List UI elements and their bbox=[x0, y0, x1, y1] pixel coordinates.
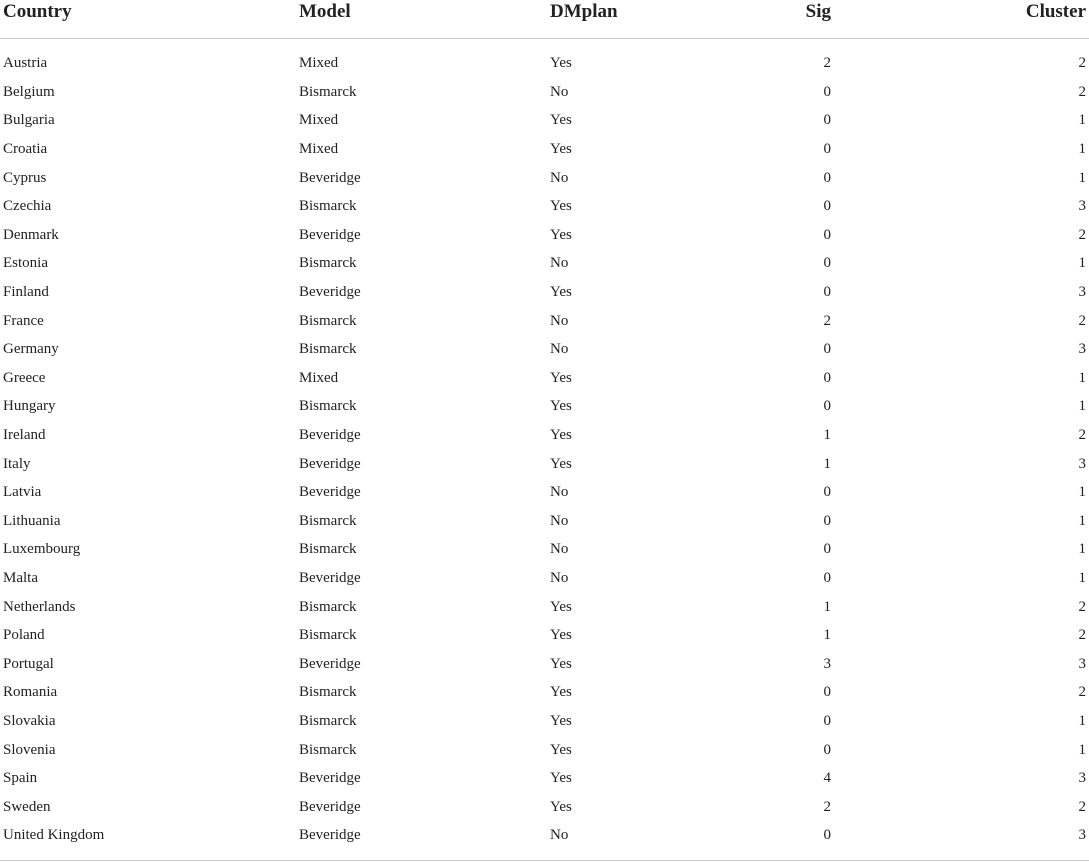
cell-sig: 2 bbox=[823, 55, 831, 72]
cell-country: Portugal bbox=[3, 655, 54, 672]
cell-dmplan: Yes bbox=[550, 627, 572, 644]
table-row bbox=[0, 507, 1089, 536]
cell-sig: 0 bbox=[823, 684, 831, 701]
table-row bbox=[0, 535, 1089, 564]
cell-sig: 1 bbox=[823, 627, 831, 644]
cell-dmplan: Yes bbox=[550, 112, 572, 129]
cell-dmplan: Yes bbox=[550, 798, 572, 815]
cell-dmplan: Yes bbox=[550, 198, 572, 215]
cell-sig: 4 bbox=[823, 770, 831, 787]
cell-country: Finland bbox=[3, 284, 49, 301]
table-row bbox=[0, 135, 1089, 164]
cell-dmplan: Yes bbox=[550, 398, 572, 415]
cell-model: Beveridge bbox=[299, 455, 361, 472]
cell-cluster: 3 bbox=[1078, 341, 1086, 358]
cell-model: Bismarck bbox=[299, 684, 357, 701]
cell-country: Malta bbox=[3, 569, 38, 586]
cell-model: Bismarck bbox=[299, 198, 357, 215]
table-row bbox=[0, 821, 1089, 856]
cell-dmplan: No bbox=[550, 541, 569, 558]
cell-sig: 1 bbox=[823, 598, 831, 615]
table-row bbox=[0, 106, 1089, 135]
cell-sig: 0 bbox=[823, 541, 831, 558]
header-row bbox=[0, 0, 1089, 39]
cell-sig: 0 bbox=[823, 341, 831, 358]
cell-model: Bismarck bbox=[299, 312, 357, 329]
cell-dmplan: Yes bbox=[550, 55, 572, 72]
cell-country: Spain bbox=[3, 770, 38, 787]
cell-dmplan: No bbox=[550, 169, 569, 186]
cell-cluster: 1 bbox=[1078, 484, 1086, 501]
cell-cluster: 2 bbox=[1078, 798, 1086, 815]
cell-model: Bismarck bbox=[299, 341, 357, 358]
cell-sig: 0 bbox=[823, 741, 831, 758]
cell-model: Beveridge bbox=[299, 798, 361, 815]
cell-country: Netherlands bbox=[3, 598, 76, 615]
table-row bbox=[0, 392, 1089, 421]
table-row bbox=[0, 249, 1089, 278]
cell-country: Slovakia bbox=[3, 712, 56, 729]
cell-dmplan: No bbox=[550, 512, 569, 529]
cell-cluster: 2 bbox=[1078, 55, 1086, 72]
cell-cluster: 1 bbox=[1078, 255, 1086, 272]
cell-country: Luxembourg bbox=[3, 541, 81, 558]
cell-cluster: 3 bbox=[1078, 284, 1086, 301]
table-row bbox=[0, 478, 1089, 507]
cell-sig: 0 bbox=[823, 369, 831, 386]
cell-dmplan: Yes bbox=[550, 284, 572, 301]
cell-model: Beveridge bbox=[299, 827, 361, 844]
cell-model: Bismarck bbox=[299, 598, 357, 615]
cell-cluster: 2 bbox=[1078, 684, 1086, 701]
table-row bbox=[0, 592, 1089, 621]
header-cluster: Cluster bbox=[834, 0, 1089, 39]
cell-model: Bismarck bbox=[299, 512, 357, 529]
cell-cluster: 2 bbox=[1078, 83, 1086, 100]
cell-country: Austria bbox=[3, 55, 48, 72]
cell-country: France bbox=[3, 312, 44, 329]
cell-sig: 1 bbox=[823, 455, 831, 472]
cell-model: Mixed bbox=[299, 112, 339, 129]
table-row bbox=[0, 306, 1089, 335]
cell-country: Latvia bbox=[3, 484, 42, 501]
cell-country: Belgium bbox=[3, 83, 55, 100]
cell-sig: 0 bbox=[823, 255, 831, 272]
cell-country: Croatia bbox=[3, 141, 48, 158]
cell-dmplan: Yes bbox=[550, 226, 572, 243]
cell-dmplan: No bbox=[550, 341, 569, 358]
table-row bbox=[0, 792, 1089, 821]
cell-model: Bismarck bbox=[299, 712, 357, 729]
cell-model: Beveridge bbox=[299, 169, 361, 186]
cell-cluster: 3 bbox=[1078, 655, 1086, 672]
cell-sig: 0 bbox=[823, 484, 831, 501]
cell-model: Beveridge bbox=[299, 226, 361, 243]
cell-sig: 0 bbox=[823, 712, 831, 729]
cell-cluster: 1 bbox=[1078, 141, 1086, 158]
cell-cluster: 1 bbox=[1078, 369, 1086, 386]
cell-model: Beveridge bbox=[299, 569, 361, 586]
cell-dmplan: Yes bbox=[550, 369, 572, 386]
header-sig: Sig bbox=[770, 0, 834, 39]
cell-dmplan: No bbox=[550, 569, 569, 586]
cell-country: Bulgaria bbox=[3, 112, 55, 129]
cell-country: United Kingdom bbox=[3, 827, 105, 844]
cell-country: Hungary bbox=[3, 398, 56, 415]
cell-cluster: 3 bbox=[1078, 827, 1086, 844]
cell-dmplan: No bbox=[550, 484, 569, 501]
cell-model: Bismarck bbox=[299, 627, 357, 644]
cell-cluster: 2 bbox=[1078, 427, 1086, 444]
cell-dmplan: Yes bbox=[550, 655, 572, 672]
cell-cluster: 2 bbox=[1078, 312, 1086, 329]
header-country: Country bbox=[0, 0, 299, 39]
cell-sig: 0 bbox=[823, 198, 831, 215]
table-row bbox=[0, 221, 1089, 250]
cell-cluster: 3 bbox=[1078, 770, 1086, 787]
table-row bbox=[0, 735, 1089, 764]
cell-model: Beveridge bbox=[299, 427, 361, 444]
cell-cluster: 2 bbox=[1078, 226, 1086, 243]
cell-country: Lithuania bbox=[3, 512, 61, 529]
cell-country: Czechia bbox=[3, 198, 52, 215]
table-row bbox=[0, 39, 1089, 78]
cell-sig: 0 bbox=[823, 284, 831, 301]
cell-model: Beveridge bbox=[299, 284, 361, 301]
cell-sig: 0 bbox=[823, 141, 831, 158]
cell-cluster: 1 bbox=[1078, 512, 1086, 529]
table-row bbox=[0, 163, 1089, 192]
cell-country: Estonia bbox=[3, 255, 48, 272]
cell-dmplan: Yes bbox=[550, 141, 572, 158]
cell-dmplan: No bbox=[550, 827, 569, 844]
cell-model: Bismarck bbox=[299, 741, 357, 758]
cell-cluster: 2 bbox=[1078, 598, 1086, 615]
cell-model: Bismarck bbox=[299, 541, 357, 558]
cell-sig: 0 bbox=[823, 569, 831, 586]
cell-cluster: 1 bbox=[1078, 541, 1086, 558]
cell-sig: 0 bbox=[823, 112, 831, 129]
table-header bbox=[0, 0, 1089, 39]
cell-model: Mixed bbox=[299, 141, 339, 158]
header-dmplan: DMplan bbox=[550, 0, 770, 39]
cell-model: Bismarck bbox=[299, 398, 357, 415]
cell-sig: 0 bbox=[823, 83, 831, 100]
cell-dmplan: No bbox=[550, 83, 569, 100]
cell-cluster: 3 bbox=[1078, 198, 1086, 215]
cell-sig: 0 bbox=[823, 398, 831, 415]
cell-cluster: 1 bbox=[1078, 741, 1086, 758]
table-row bbox=[0, 78, 1089, 107]
cell-model: Mixed bbox=[299, 369, 339, 386]
cell-country: Romania bbox=[3, 684, 58, 701]
cell-country: Ireland bbox=[3, 427, 46, 444]
table-row bbox=[0, 678, 1089, 707]
table-body bbox=[0, 39, 1089, 856]
cell-sig: 2 bbox=[823, 798, 831, 815]
cell-country: Slovenia bbox=[3, 741, 56, 758]
table-row bbox=[0, 278, 1089, 307]
cell-cluster: 1 bbox=[1078, 398, 1086, 415]
cell-cluster: 1 bbox=[1078, 569, 1086, 586]
cell-sig: 0 bbox=[823, 169, 831, 186]
table-row bbox=[0, 192, 1089, 221]
cell-model: Beveridge bbox=[299, 655, 361, 672]
cell-country: Greece bbox=[3, 369, 46, 386]
cell-dmplan: No bbox=[550, 312, 569, 329]
cell-country: Denmark bbox=[3, 226, 59, 243]
cell-cluster: 1 bbox=[1078, 712, 1086, 729]
cell-model: Beveridge bbox=[299, 484, 361, 501]
cell-sig: 0 bbox=[823, 226, 831, 243]
table-row bbox=[0, 335, 1089, 364]
cell-cluster: 1 bbox=[1078, 112, 1086, 129]
cell-sig: 2 bbox=[823, 312, 831, 329]
cell-dmplan: Yes bbox=[550, 770, 572, 787]
table-row bbox=[0, 421, 1089, 450]
cell-model: Beveridge bbox=[299, 770, 361, 787]
table-row bbox=[0, 564, 1089, 593]
table-row bbox=[0, 764, 1089, 793]
header-model: Model bbox=[299, 0, 550, 39]
cell-cluster: 2 bbox=[1078, 627, 1086, 644]
cell-dmplan: Yes bbox=[550, 455, 572, 472]
cell-model: Mixed bbox=[299, 55, 339, 72]
cell-country: Poland bbox=[3, 627, 45, 644]
table-row bbox=[0, 449, 1089, 478]
cell-dmplan: Yes bbox=[550, 598, 572, 615]
cell-dmplan: Yes bbox=[550, 684, 572, 701]
cell-country: Germany bbox=[3, 341, 59, 358]
cell-cluster: 1 bbox=[1078, 169, 1086, 186]
cell-dmplan: Yes bbox=[550, 741, 572, 758]
table-row bbox=[0, 621, 1089, 650]
cell-dmplan: Yes bbox=[550, 712, 572, 729]
cell-sig: 0 bbox=[823, 827, 831, 844]
cell-cluster: 3 bbox=[1078, 455, 1086, 472]
cell-model: Bismarck bbox=[299, 255, 357, 272]
table-row bbox=[0, 649, 1089, 678]
bottom-rule bbox=[0, 860, 1089, 861]
cell-dmplan: Yes bbox=[550, 427, 572, 444]
cell-country: Cyprus bbox=[3, 169, 47, 186]
cell-country: Italy bbox=[3, 455, 31, 472]
cell-sig: 0 bbox=[823, 512, 831, 529]
cell-country: Sweden bbox=[3, 798, 51, 815]
cell-sig: 1 bbox=[823, 427, 831, 444]
cell-model: Bismarck bbox=[299, 83, 357, 100]
cell-sig: 3 bbox=[823, 655, 831, 672]
table-row bbox=[0, 707, 1089, 736]
cell-dmplan: No bbox=[550, 255, 569, 272]
table-row bbox=[0, 364, 1089, 393]
